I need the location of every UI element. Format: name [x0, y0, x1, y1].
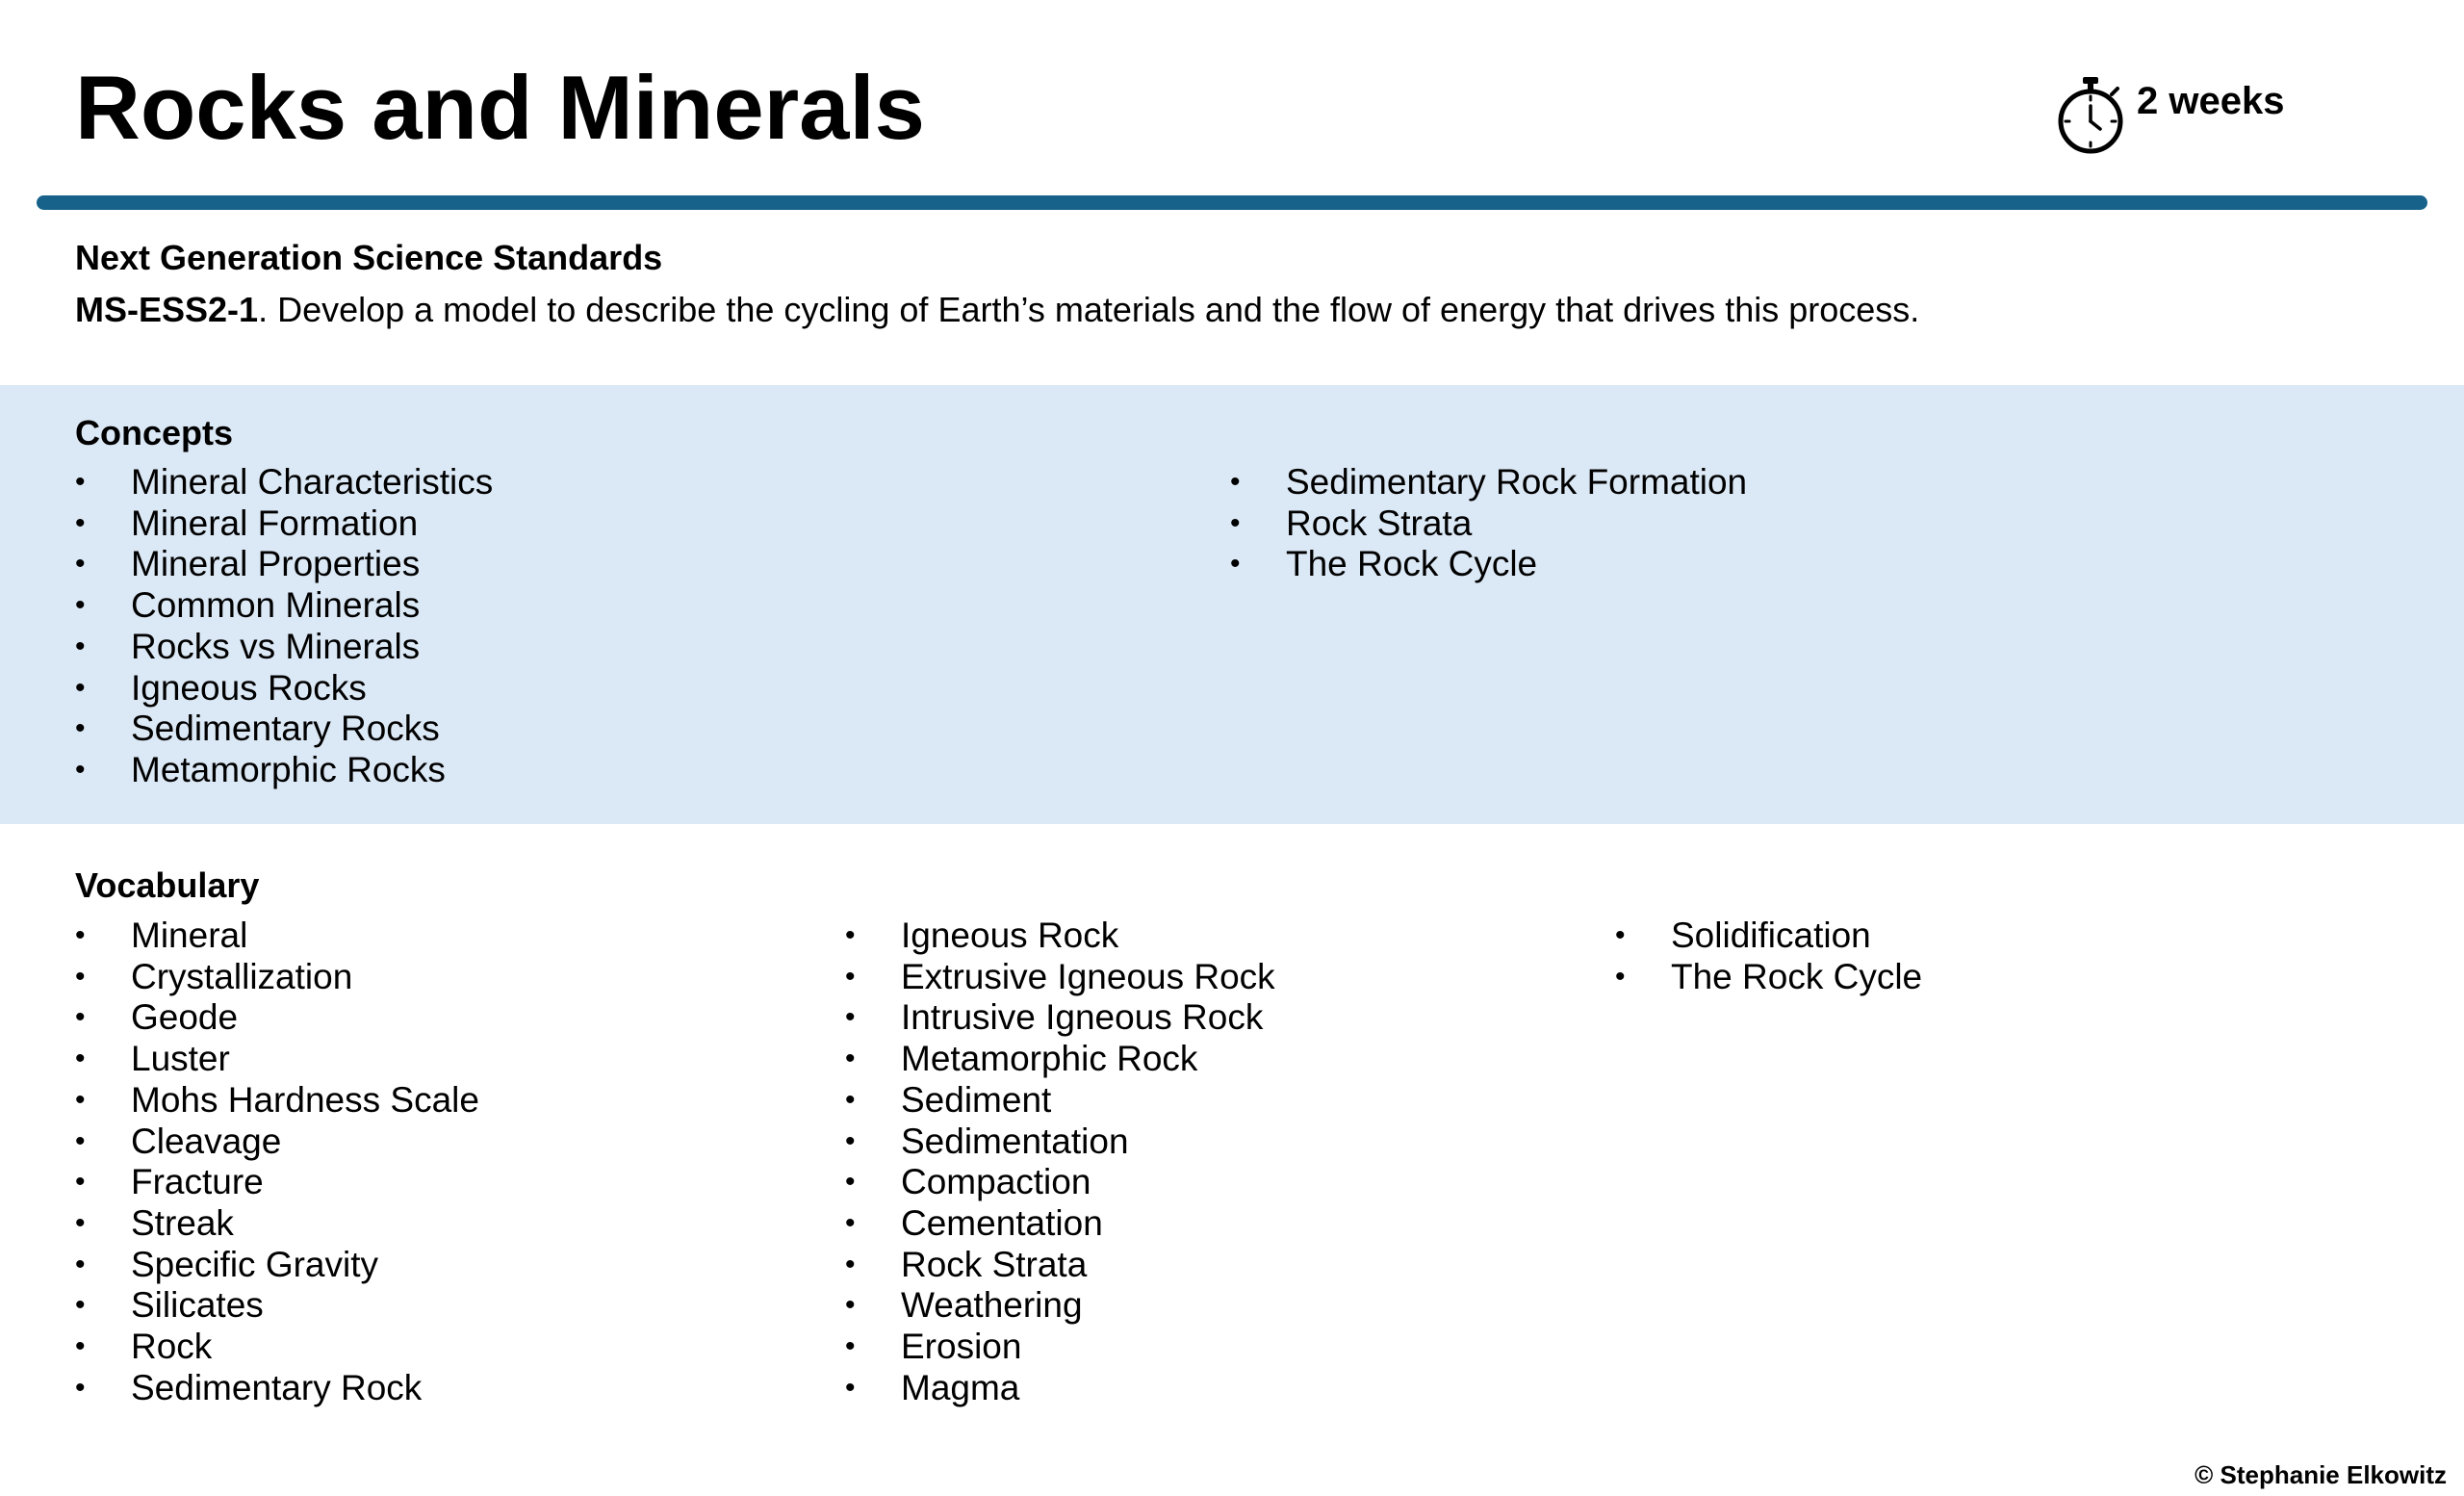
list-item-text: Silicates — [131, 1285, 264, 1326]
list-item — [75, 1122, 479, 1163]
list-item — [75, 1080, 479, 1122]
list-item — [845, 1245, 1275, 1286]
concepts-section — [0, 385, 2464, 824]
bullet-marker: • — [75, 1289, 86, 1322]
list-item-text: Solidification — [1671, 916, 1871, 955]
list-item-text: Mineral — [131, 916, 248, 955]
bullet-marker: • — [845, 1371, 856, 1404]
list-item-text: Intrusive Igneous Rock — [901, 997, 1264, 1038]
list-item-text: Mineral Properties — [131, 544, 421, 584]
standard-description: . Develop a model to describe the cycling of Earth’s materials and the flow of energy that drives this process. — [258, 290, 1920, 329]
list-item — [845, 916, 1275, 957]
bullet-marker: • — [1230, 466, 1241, 498]
list-item-text: Fracture — [131, 1162, 264, 1202]
list-item-text: Extrusive Igneous Rock — [901, 956, 1275, 996]
bullet-marker: • — [75, 1206, 86, 1239]
list-item-text: Compaction — [901, 1162, 1091, 1202]
stopwatch-icon — [2056, 75, 2125, 156]
bullet-marker: • — [75, 630, 86, 662]
standards-heading: Next Generation Science Standards — [75, 238, 663, 277]
list-item — [75, 1039, 479, 1080]
list-item — [75, 1368, 479, 1409]
bullet-marker: • — [75, 1330, 86, 1363]
list-item-text: Erosion — [901, 1327, 1022, 1367]
list-item — [75, 503, 493, 545]
bullet-marker: • — [845, 1248, 856, 1280]
list-item — [845, 1285, 1275, 1327]
list-item — [75, 997, 479, 1039]
list-item — [75, 957, 479, 998]
bullet-marker: • — [75, 589, 86, 622]
list-item — [1230, 503, 1747, 545]
list-item-text: Mineral Formation — [131, 503, 419, 543]
copyright-notice: © Stephanie Elkowitz — [2194, 1460, 2447, 1489]
bullet-marker: • — [845, 1124, 856, 1157]
list-item-text: Mohs Hardness Scale — [131, 1079, 479, 1120]
bullet-marker: • — [75, 1248, 86, 1280]
list-item-text: The Rock Cycle — [1671, 956, 1923, 996]
bullet-marker: • — [1230, 548, 1241, 580]
list-item — [845, 997, 1275, 1039]
bullet-marker: • — [75, 753, 86, 786]
list-item — [75, 1245, 479, 1286]
list-item — [845, 1368, 1275, 1409]
list-item — [75, 668, 493, 709]
bullet-marker: • — [75, 1124, 86, 1157]
list-item-text: Cleavage — [131, 1121, 282, 1161]
list-item-text: The Rock Cycle — [1286, 544, 1538, 584]
list-item — [845, 1080, 1275, 1122]
list-item-text: Crystallization — [131, 956, 353, 996]
vocabulary-list-col3 — [1615, 916, 1922, 997]
bullet-marker: • — [75, 1166, 86, 1199]
vocabulary-list-col2 — [845, 916, 1275, 1408]
page-title: Rocks and Minerals — [75, 57, 925, 158]
bullet-marker: • — [75, 1083, 86, 1116]
list-item-text: Igneous Rocks — [131, 667, 367, 708]
list-item-text: Sedimentary Rocks — [131, 709, 440, 749]
list-item-text: Sedimentary Rock Formation — [1286, 462, 1748, 502]
concepts-list-col2 — [1230, 462, 1747, 585]
bullet-marker: • — [75, 712, 86, 745]
list-item-text: Rock Strata — [901, 1244, 1088, 1284]
list-item — [1230, 462, 1747, 503]
duration-label: 2 weeks — [2137, 79, 2285, 122]
bullet-marker: • — [75, 1001, 86, 1034]
list-item — [75, 1203, 479, 1245]
list-item-text: Weathering — [901, 1285, 1083, 1326]
bullet-marker: • — [75, 466, 86, 498]
list-item-text: Luster — [131, 1039, 230, 1079]
list-item-text: Geode — [131, 997, 239, 1038]
list-item — [845, 957, 1275, 998]
vocabulary-heading: Vocabulary — [75, 865, 260, 905]
list-item — [845, 1203, 1275, 1245]
list-item — [75, 585, 493, 627]
list-item — [75, 1162, 479, 1203]
bullet-marker: • — [845, 1206, 856, 1239]
bullet-marker: • — [75, 960, 86, 993]
bullet-marker: • — [75, 919, 86, 951]
bullet-marker: • — [1615, 960, 1626, 993]
bullet-marker: • — [75, 548, 86, 580]
bullet-marker: • — [845, 1330, 856, 1363]
list-item-text: Igneous Rock — [901, 916, 1119, 955]
header-divider — [37, 195, 2427, 210]
standard-code: MS-ESS2-1 — [75, 290, 259, 329]
list-item-text: Sediment — [901, 1079, 1052, 1120]
list-item — [845, 1039, 1275, 1080]
concepts-heading: Concepts — [75, 413, 234, 452]
list-item-text: Metamorphic Rocks — [131, 749, 446, 789]
concepts-list-col1 — [75, 462, 493, 791]
list-item — [75, 627, 493, 668]
list-item — [1615, 916, 1922, 957]
bullet-marker: • — [75, 1043, 86, 1075]
list-item-text: Rocks vs Minerals — [131, 626, 421, 666]
bullet-marker: • — [1615, 919, 1626, 951]
list-item-text: Sedimentation — [901, 1121, 1129, 1161]
bullet-marker: • — [845, 1083, 856, 1116]
list-item-text: Rock Strata — [1286, 503, 1473, 543]
bullet-marker: • — [75, 671, 86, 704]
list-item-text: Mineral Characteristics — [131, 462, 494, 502]
list-item-text: Magma — [901, 1367, 1020, 1407]
list-item — [75, 462, 493, 503]
bullet-marker: • — [845, 919, 856, 951]
list-item — [845, 1162, 1275, 1203]
list-item — [75, 1327, 479, 1368]
standards-statement — [75, 289, 2385, 331]
bullet-marker: • — [845, 960, 856, 993]
list-item-text: Sedimentary Rock — [131, 1367, 423, 1407]
list-item-text: Specific Gravity — [131, 1244, 379, 1284]
bullet-marker: • — [845, 1166, 856, 1199]
bullet-marker: • — [75, 506, 86, 539]
list-item — [1615, 957, 1922, 998]
list-item — [75, 709, 493, 750]
list-item — [845, 1122, 1275, 1163]
list-item-text: Streak — [131, 1202, 234, 1243]
list-item-text: Metamorphic Rock — [901, 1039, 1198, 1079]
list-item — [75, 544, 493, 585]
list-item — [75, 1285, 479, 1327]
duration-badge — [2056, 75, 2284, 156]
list-item — [1230, 544, 1747, 585]
bullet-marker: • — [845, 1043, 856, 1075]
list-item — [75, 916, 479, 957]
vocabulary-list-col1 — [75, 916, 479, 1408]
list-item — [845, 1327, 1275, 1368]
bullet-marker: • — [845, 1001, 856, 1034]
standards-section — [75, 237, 2385, 331]
bullet-marker: • — [845, 1289, 856, 1322]
list-item — [75, 750, 493, 791]
list-item-text: Common Minerals — [131, 585, 421, 626]
bullet-marker: • — [75, 1371, 86, 1404]
bullet-marker: • — [1230, 506, 1241, 539]
list-item-text: Rock — [131, 1327, 213, 1367]
list-item-text: Cementation — [901, 1202, 1103, 1243]
